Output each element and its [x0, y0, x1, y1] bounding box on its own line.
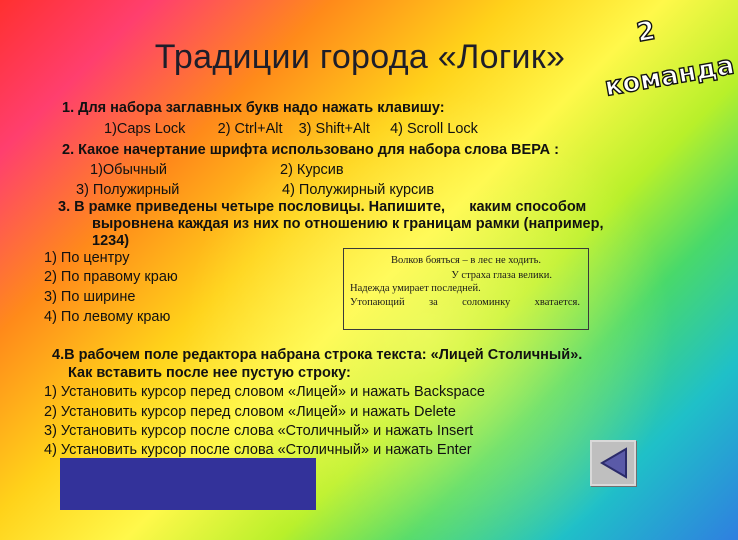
- question-4-line-1: 4.В рабочем поле редактора набрана строка текста: «Лицей Столичный».: [52, 347, 583, 363]
- proverb-left: Надежда умирает последней.: [350, 283, 481, 294]
- hyperlink-box[interactable]: [60, 458, 316, 510]
- proverb-word: хватается.: [534, 297, 580, 308]
- question-2-option-2: 2) Курсив: [280, 162, 344, 178]
- proverb-word: соломинку: [462, 297, 511, 308]
- question-3-line-3: 1234): [92, 233, 130, 249]
- left-triangle-icon: [592, 442, 634, 484]
- question-3-line-2: выровнена каждая из них по отношению к границам рамки (например,: [92, 216, 604, 232]
- question-2: 2. Какое начертание шрифта использовано для набора слова ВЕРА :: [62, 142, 559, 158]
- question-1: 1. Для набора заглавных букв надо нажать клавишу:: [62, 100, 445, 116]
- alignment-answer-3: 3) По ширине: [44, 289, 136, 305]
- alignment-answer-2: 2) По правому краю: [44, 269, 178, 285]
- question-3-line-1: 3. В рамке приведены четыре пословицы. Напишите, каким способом: [58, 199, 587, 215]
- alignment-answer-4: 4) По левому краю: [44, 309, 171, 325]
- proverb-right: У страха глаза велики.: [451, 270, 552, 281]
- back-button[interactable]: [590, 440, 636, 486]
- slide-title: Традиции города «Логик»: [154, 38, 566, 76]
- proverb-centered: Волков бояться – в лес не ходить.: [390, 255, 542, 266]
- question-4-option-1: 1) Установить курсор перед словом «Лицей» и нажать Backspace: [44, 384, 485, 400]
- question-4-option-2: 2) Установить курсор перед словом «Лицей» и нажать Delete: [44, 404, 456, 420]
- question-2-option-1: 1)Обычный: [90, 162, 167, 178]
- proverbs-frame: [343, 248, 589, 330]
- team-label: 2 команда: [602, 15, 737, 103]
- question-1-options: 1)Caps Lock 2) Ctrl+Alt 3) Shift+Alt 4) Scroll Lock: [104, 121, 478, 137]
- question-4-option-4: 4) Установить курсор после слова «Столичный» и нажать Enter: [44, 442, 472, 458]
- proverb-word: за: [428, 297, 438, 308]
- question-4-line-2: Как вставить после нее пустую строку:: [68, 365, 351, 381]
- question-4-option-3: 3) Установить курсор после слова «Столичный» и нажать Insert: [44, 423, 474, 439]
- proverb-word: Утопающий: [350, 297, 405, 308]
- question-2-option-4: 4) Полужирный курсив: [282, 182, 435, 198]
- alignment-answer-1: 1) По центру: [44, 250, 130, 266]
- proverb-justified: [350, 297, 580, 308]
- question-2-option-3: 3) Полужирный: [76, 182, 180, 198]
